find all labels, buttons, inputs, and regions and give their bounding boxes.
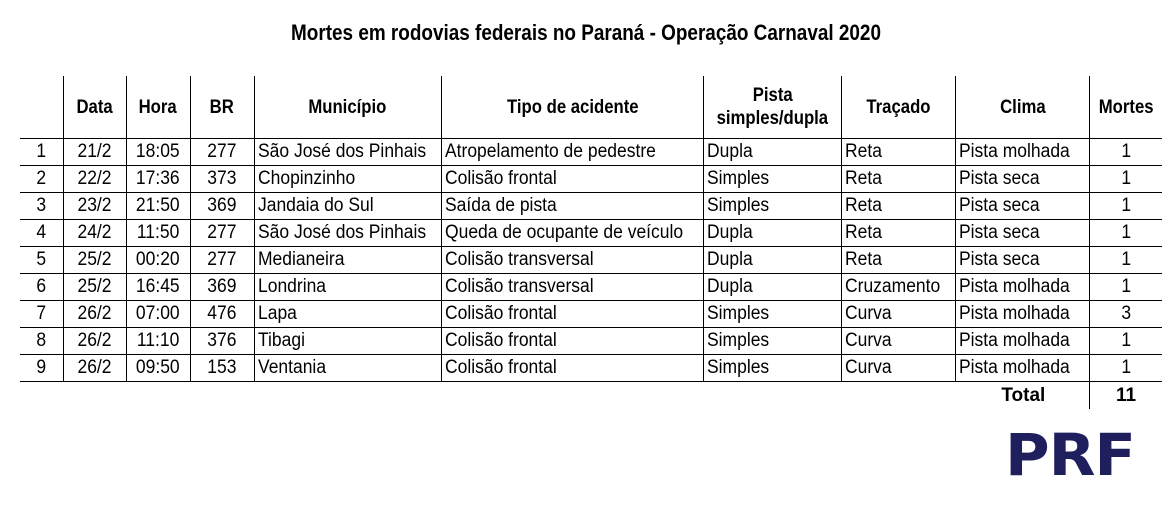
table-row xyxy=(20,193,1162,220)
total-label: Total xyxy=(1001,385,1046,406)
accident-type-cell: Colisão frontal xyxy=(441,328,704,355)
date-cell: 25/2 xyxy=(63,274,126,301)
table-row xyxy=(20,166,1162,193)
header-br: BR xyxy=(190,76,254,139)
lane-type-cell: Dupla xyxy=(704,247,842,274)
deaths-cell: 1 xyxy=(1090,220,1162,247)
lane-type-cell: Simples xyxy=(704,301,842,328)
road-layout-cell: Reta xyxy=(842,139,956,166)
highway-cell: 277 xyxy=(190,220,254,247)
time-cell: 11:50 xyxy=(126,220,190,247)
date-cell: 22/2 xyxy=(63,166,126,193)
date-cell: 26/2 xyxy=(63,328,126,355)
weather-cell: Pista seca xyxy=(956,247,1090,274)
accident-type-cell: Colisão frontal xyxy=(441,166,704,193)
lane-type-cell: Simples xyxy=(704,193,842,220)
header-num xyxy=(20,76,63,139)
municipality-cell: Medianeira xyxy=(254,247,441,274)
lane-type-cell: Dupla xyxy=(704,139,842,166)
deaths-cell: 1 xyxy=(1090,139,1162,166)
row-number-cell: 4 xyxy=(20,220,63,247)
header-municipio: Município xyxy=(254,76,441,139)
accident-type-cell: Atropelamento de pedestre xyxy=(441,139,704,166)
row-number-cell: 2 xyxy=(20,166,63,193)
highway-cell: 476 xyxy=(190,301,254,328)
date-cell: 24/2 xyxy=(63,220,126,247)
highway-cell: 373 xyxy=(190,166,254,193)
date-cell: 23/2 xyxy=(63,193,126,220)
table-row xyxy=(20,139,1162,166)
lane-type-cell: Simples xyxy=(704,328,842,355)
municipality-cell: São José dos Pinhais xyxy=(254,220,441,247)
municipality-cell: Jandaia do Sul xyxy=(254,193,441,220)
deaths-table xyxy=(20,76,1162,409)
row-number-cell: 1 xyxy=(20,139,63,166)
accident-type-cell: Colisão transversal xyxy=(441,274,704,301)
header-row xyxy=(20,76,1162,139)
deaths-cell: 1 xyxy=(1090,274,1162,301)
municipality-cell: Ventania xyxy=(254,355,441,382)
table-row xyxy=(20,301,1162,328)
header-hora: Hora xyxy=(126,76,190,139)
header-data: Data xyxy=(63,76,126,139)
highway-cell: 277 xyxy=(190,247,254,274)
road-layout-cell: Cruzamento xyxy=(842,274,956,301)
lane-type-cell: Dupla xyxy=(704,274,842,301)
weather-cell: Pista molhada xyxy=(956,139,1090,166)
header-pista: Pista simples/dupla xyxy=(704,76,842,139)
time-cell: 18:05 xyxy=(126,139,190,166)
time-cell: 00:20 xyxy=(126,247,190,274)
accident-type-cell: Colisão frontal xyxy=(441,355,704,382)
date-cell: 21/2 xyxy=(63,139,126,166)
table-row xyxy=(20,274,1162,301)
accident-type-cell: Saída de pista xyxy=(441,193,704,220)
lane-type-cell: Simples xyxy=(704,355,842,382)
table-row xyxy=(20,247,1162,274)
time-cell: 17:36 xyxy=(126,166,190,193)
date-cell: 26/2 xyxy=(63,355,126,382)
table-row xyxy=(20,220,1162,247)
time-cell: 16:45 xyxy=(126,274,190,301)
weather-cell: Pista seca xyxy=(956,193,1090,220)
time-cell: 09:50 xyxy=(126,355,190,382)
deaths-cell: 1 xyxy=(1090,193,1162,220)
municipality-cell: Lapa xyxy=(254,301,441,328)
time-cell: 07:00 xyxy=(126,301,190,328)
municipality-cell: Tibagi xyxy=(254,328,441,355)
road-layout-cell: Reta xyxy=(842,166,956,193)
prf-logo: PRF xyxy=(1005,421,1135,489)
weather-cell: Pista molhada xyxy=(956,274,1090,301)
weather-cell: Pista molhada xyxy=(956,328,1090,355)
road-layout-cell: Reta xyxy=(842,247,956,274)
deaths-cell: 1 xyxy=(1090,166,1162,193)
header-mortes: Mortes xyxy=(1090,76,1162,139)
table-row xyxy=(20,355,1162,382)
table-row xyxy=(20,328,1162,355)
road-layout-cell: Curva xyxy=(842,355,956,382)
deaths-cell: 1 xyxy=(1090,355,1162,382)
highway-cell: 376 xyxy=(190,328,254,355)
highway-cell: 277 xyxy=(190,139,254,166)
row-number-cell: 3 xyxy=(20,193,63,220)
road-layout-cell: Reta xyxy=(842,193,956,220)
municipality-cell: Londrina xyxy=(254,274,441,301)
accident-type-cell: Queda de ocupante de veículo xyxy=(441,220,704,247)
road-layout-cell: Curva xyxy=(842,328,956,355)
header-tipo: Tipo de acidente xyxy=(441,76,704,139)
road-layout-cell: Reta xyxy=(842,220,956,247)
row-number-cell: 5 xyxy=(20,247,63,274)
header-tracado: Traçado xyxy=(842,76,956,139)
date-cell: 26/2 xyxy=(63,301,126,328)
weather-cell: Pista seca xyxy=(956,166,1090,193)
row-number-cell: 7 xyxy=(20,301,63,328)
highway-cell: 369 xyxy=(190,274,254,301)
date-cell: 25/2 xyxy=(63,247,126,274)
accident-type-cell: Colisão frontal xyxy=(441,301,704,328)
lane-type-cell: Simples xyxy=(704,166,842,193)
weather-cell: Pista seca xyxy=(956,220,1090,247)
total-value: 11 xyxy=(1090,382,1162,410)
weather-cell: Pista molhada xyxy=(956,355,1090,382)
accident-type-cell: Colisão transversal xyxy=(441,247,704,274)
deaths-cell: 3 xyxy=(1090,301,1162,328)
municipality-cell: Chopinzinho xyxy=(254,166,441,193)
header-clima: Clima xyxy=(956,76,1090,139)
municipality-cell: São José dos Pinhais xyxy=(254,139,441,166)
row-number-cell: 9 xyxy=(20,355,63,382)
highway-cell: 153 xyxy=(190,355,254,382)
deaths-cell: 1 xyxy=(1090,247,1162,274)
highway-cell: 369 xyxy=(190,193,254,220)
time-cell: 21:50 xyxy=(126,193,190,220)
total-row xyxy=(20,382,1162,410)
page-title: Mortes em rodovias federais no Paraná - Operação Carnaval 2020 xyxy=(291,20,881,45)
time-cell: 11:10 xyxy=(126,328,190,355)
lane-type-cell: Dupla xyxy=(704,220,842,247)
row-number-cell: 8 xyxy=(20,328,63,355)
road-layout-cell: Curva xyxy=(842,301,956,328)
weather-cell: Pista molhada xyxy=(956,301,1090,328)
deaths-cell: 1 xyxy=(1090,328,1162,355)
row-number-cell: 6 xyxy=(20,274,63,301)
